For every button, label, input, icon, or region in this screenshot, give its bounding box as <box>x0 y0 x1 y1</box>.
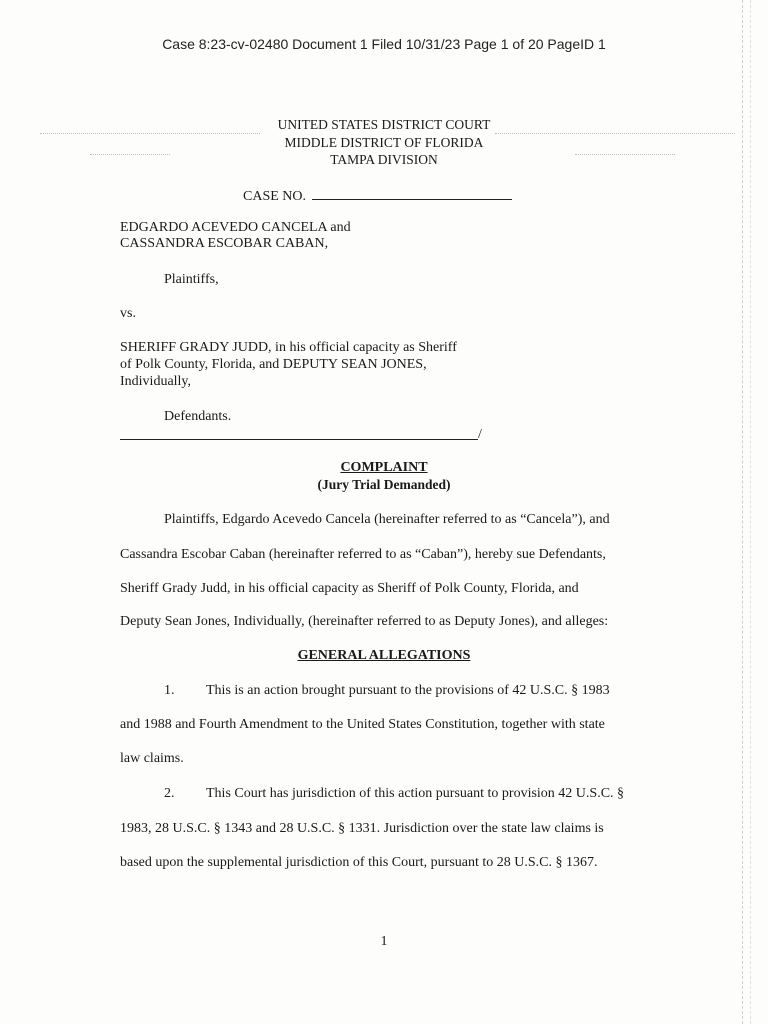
versus: vs. <box>120 306 136 321</box>
defendant-line-1: SHERIFF GRADY JUDD, in his official capacity as Sheriff <box>120 340 457 355</box>
defendant-line-2: of Polk County, Florida, and DEPUTY SEAN JONES, <box>120 357 427 372</box>
page-number: 1 <box>380 934 388 949</box>
paragraph-1-number: 1. <box>164 683 175 698</box>
intro-line-4: Deputy Sean Jones, Individually, (hereinafter referred to as Deputy Jones), and alleges: <box>120 614 609 629</box>
scan-dots <box>40 133 260 134</box>
paragraph-2-line-2: 1983, 28 U.S.C. § 1343 and 28 U.S.C. § 1331. Jurisdiction over the state law claims is <box>120 821 604 836</box>
caption-slash: / <box>478 427 482 442</box>
paragraph-2-line-3: based upon the supplemental jurisdiction of this Court, pursuant to 28 U.S.C. § 1367. <box>120 855 598 870</box>
case-number-blank <box>312 187 512 200</box>
court-name: UNITED STATES DISTRICT COURT <box>277 117 491 132</box>
section-heading: GENERAL ALLEGATIONS <box>297 648 471 663</box>
scan-dots <box>495 133 735 134</box>
plaintiff-line-1: EDGARDO ACEVEDO CANCELA and <box>120 220 351 235</box>
paragraph-1-line-2: and 1988 and Fourth Amendment to the United States Constitution, together with state <box>120 717 605 732</box>
defendant-line-3: Individually, <box>120 374 192 389</box>
case-number <box>243 187 512 205</box>
filing-header: Case 8:23-cv-02480 Document 1 Filed 10/31/23 Page 1 of 20 PageID 1 <box>162 36 606 52</box>
defendants-role: Defendants. <box>164 409 232 424</box>
plaintiff-line-2: CASSANDRA ESCOBAR CABAN, <box>120 236 329 251</box>
intro-line-2: Cassandra Escobar Caban (hereinafter referred to as “Caban”), hereby sue Defendants, <box>120 547 606 562</box>
paragraph-1-line-3: law claims. <box>120 751 184 766</box>
paragraph-1-line-1: This is an action brought pursuant to the provisions of 42 U.S.C. § 1983 <box>206 683 610 698</box>
court-division: TAMPA DIVISION <box>330 152 438 167</box>
plaintiffs-role: Plaintiffs, <box>164 272 219 287</box>
paragraph-2-line-1: This Court has jurisdiction of this action pursuant to provision 42 U.S.C. § <box>206 786 625 801</box>
paragraph-2-number: 2. <box>164 786 175 801</box>
case-number-label: CASE NO. <box>243 189 307 204</box>
caption-rule <box>120 439 478 440</box>
intro-line-1: Plaintiffs, Edgardo Acevedo Cancela (hereinafter referred to as “Cancela”), and <box>164 512 610 527</box>
court-district: MIDDLE DISTRICT OF FLORIDA <box>284 135 484 150</box>
intro-line-3: Sheriff Grady Judd, in his official capacity as Sheriff of Polk County, Florida, and <box>120 581 579 596</box>
jury-demand: (Jury Trial Demanded) <box>317 477 451 492</box>
document-title: COMPLAINT <box>340 460 428 475</box>
